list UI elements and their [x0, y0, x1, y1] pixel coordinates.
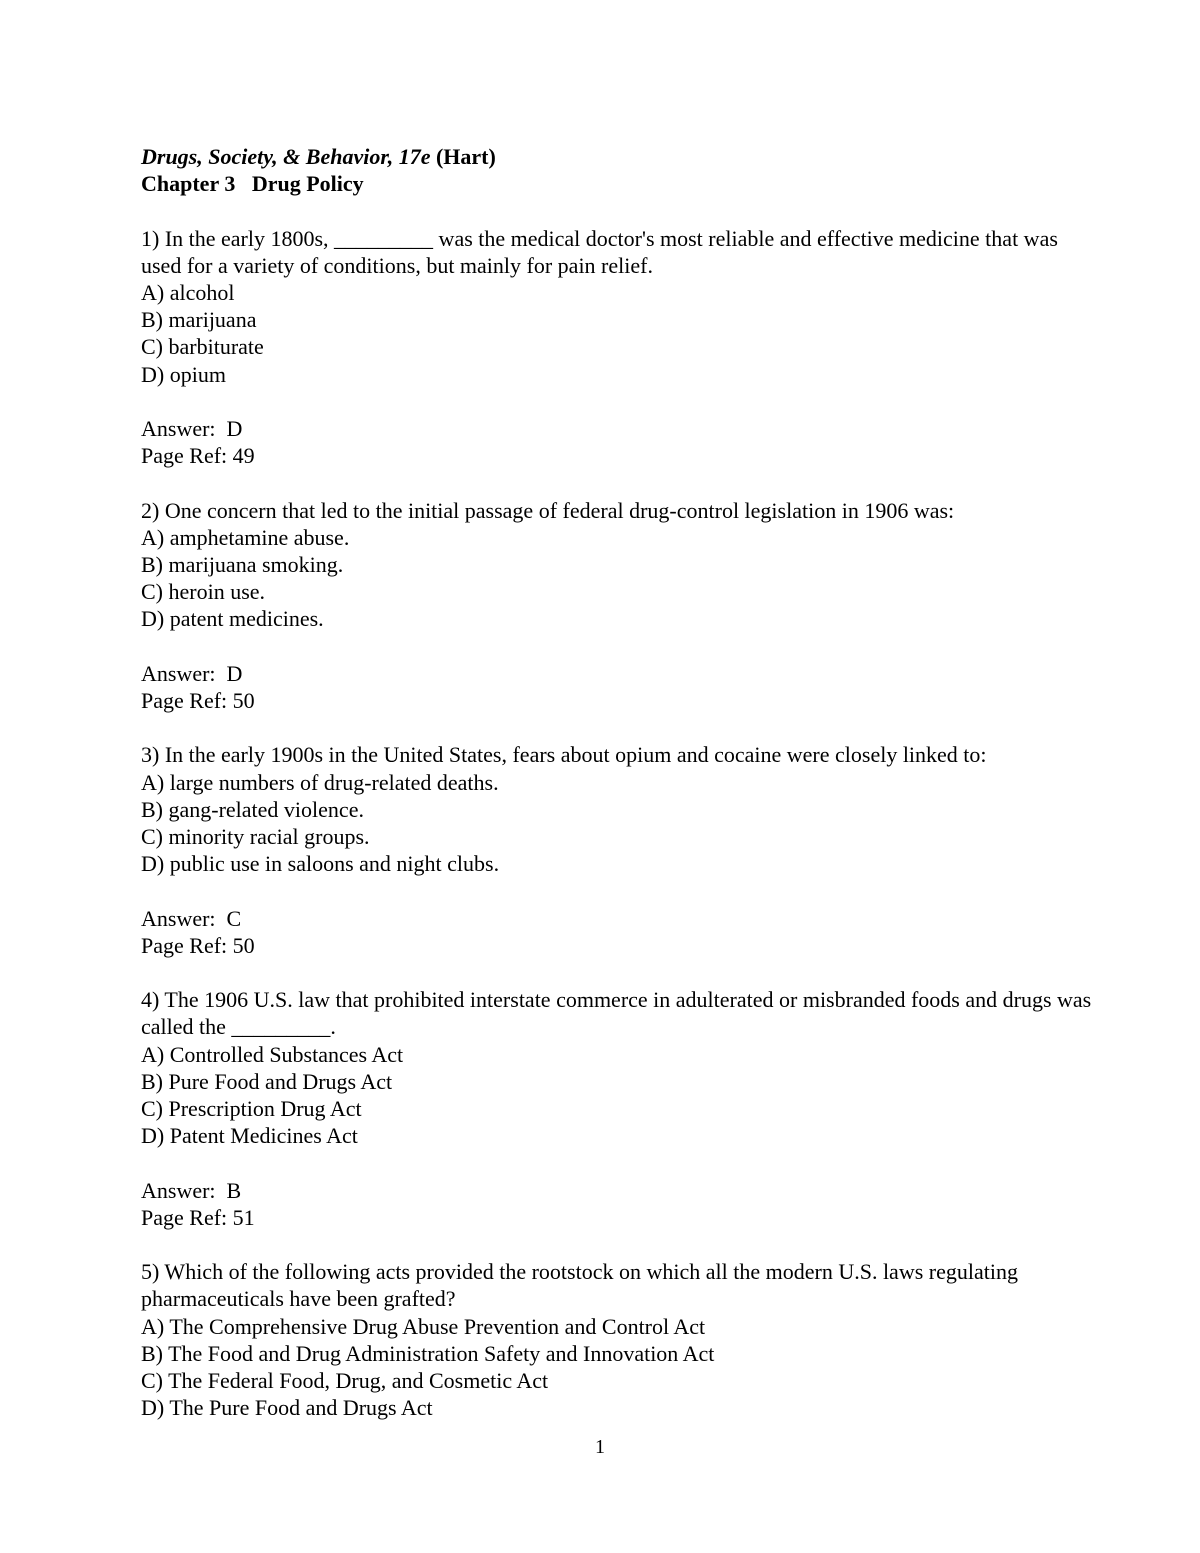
book-title: Drugs, Society, & Behavior, 17e	[141, 144, 431, 169]
option-a: A) large numbers of drug-related deaths.	[141, 769, 499, 795]
option-d: D) patent medicines.	[141, 606, 324, 632]
option-b: B) marijuana smoking.	[141, 552, 344, 577]
question-stem: 1) In the early 1800s, _________ was the medical doctor's most reliable and effective medicine that was used for a variety of conditions, but mainly for pain relief.	[141, 225, 1058, 278]
question-2	[141, 497, 1101, 715]
option-b: B) Pure Food and Drugs Act	[141, 1068, 393, 1094]
option-d: D) The Pure Food and Drugs Act	[141, 1395, 433, 1421]
question-1	[141, 225, 1101, 470]
chapter-heading: Chapter 3 Drug Policy	[141, 171, 364, 197]
option-b: B) gang-related violence.	[141, 796, 364, 822]
option-c: C) minority racial groups.	[141, 824, 370, 849]
page-ref: Page Ref: 50	[141, 688, 255, 713]
question-stem: 2) One concern that led to the initial passage of federal drug-control legislation in 1906 was:	[141, 497, 955, 523]
question-stem: 5) Which of the following acts provided the rootstock on which all the modern U.S. laws regulating pharmaceuticals have been grafted?	[141, 1259, 1018, 1312]
page-ref: Page Ref: 51	[141, 1204, 255, 1230]
question-stem: 3) In the early 1900s in the United States, fears about opium and cocaine were closely linked to:	[141, 742, 987, 768]
answer: Answer: D	[141, 416, 243, 441]
document-body	[141, 143, 1101, 1421]
option-b: B) marijuana	[141, 307, 257, 333]
option-a: A) amphetamine abuse.	[141, 524, 350, 550]
question-4	[141, 986, 1101, 1231]
question-3	[141, 741, 1101, 959]
page-ref: Page Ref: 50	[141, 932, 255, 958]
option-a: A) Controlled Substances Act	[141, 1041, 404, 1067]
option-b: B) The Food and Drug Administration Safety and Innovation Act	[141, 1340, 715, 1366]
option-c: C) The Federal Food, Drug, and Cosmetic Act	[141, 1368, 549, 1393]
answer: Answer: B	[141, 1177, 242, 1203]
option-d: D) Patent Medicines Act	[141, 1123, 358, 1149]
page-ref: Page Ref: 49	[141, 443, 255, 469]
option-c: C) heroin use.	[141, 579, 266, 605]
book-author: (Hart)	[430, 144, 496, 169]
option-c: C) Prescription Drug Act	[141, 1096, 362, 1121]
option-d: D) opium	[141, 361, 226, 387]
answer: Answer: C	[141, 905, 242, 931]
question-stem: 4) The 1906 U.S. law that prohibited interstate commerce in adulterated or misbranded foods and drugs was called the _________.	[141, 987, 1092, 1040]
answer: Answer: D	[141, 660, 243, 686]
option-c: C) barbiturate	[141, 334, 264, 360]
book-title-line	[141, 143, 1101, 170]
option-a: A) The Comprehensive Drug Abuse Prevention and Control Act	[141, 1313, 706, 1339]
question-5	[141, 1258, 1101, 1421]
option-d: D) public use in saloons and night clubs.	[141, 851, 500, 877]
option-a: A) alcohol	[141, 280, 235, 305]
page-number: 1	[595, 1436, 605, 1458]
